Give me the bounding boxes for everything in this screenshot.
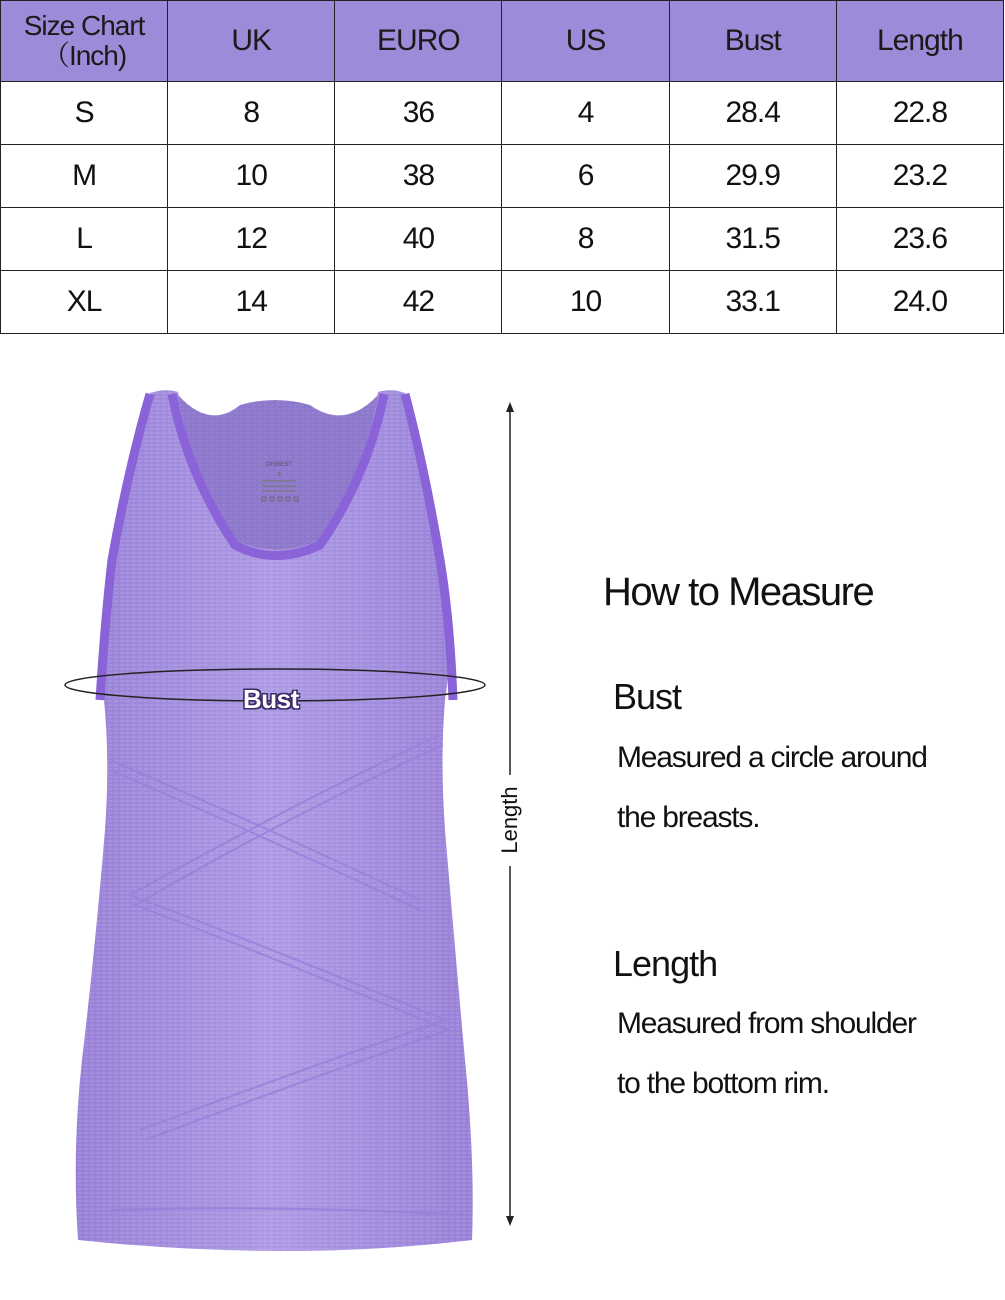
header-uk: UK: [168, 1, 335, 82]
bust-section-title: Bust: [613, 676, 682, 717]
cell-euro: 36: [335, 82, 502, 145]
cell-size: L: [1, 208, 168, 271]
bust-label: Bust: [243, 684, 299, 714]
cell-euro: 38: [335, 145, 502, 208]
cell-us: 10: [502, 271, 669, 334]
length-label: Length: [497, 786, 522, 854]
cell-size: S: [1, 82, 168, 145]
cell-bust: 28.4: [669, 82, 836, 145]
cell-bust: 33.1: [669, 271, 836, 334]
length-section-desc: [617, 994, 987, 1114]
cell-bust: 29.9: [669, 145, 836, 208]
how-to-measure-title: How to Measure: [603, 570, 874, 614]
header-size-chart-line1: Size Chart: [23, 10, 145, 41]
header-euro: EURO: [335, 1, 502, 82]
bust-desc-line1: Measured a circle around: [617, 741, 927, 774]
bust-desc-line2: the breasts.: [617, 801, 760, 834]
cell-length: 23.6: [836, 208, 1003, 271]
cell-length: 24.0: [836, 271, 1003, 334]
cell-uk: 8: [168, 82, 335, 145]
cell-us: 6: [502, 145, 669, 208]
tag-size: S: [277, 472, 281, 478]
cell-uk: 14: [168, 271, 335, 334]
cell-length: 23.2: [836, 145, 1003, 208]
cell-size: XL: [1, 271, 168, 334]
header-size-chart-line2: （Inch): [41, 40, 127, 71]
cell-euro: 40: [335, 208, 502, 271]
cell-bust: 31.5: [669, 208, 836, 271]
cell-uk: 12: [168, 208, 335, 271]
bust-section-desc: [617, 728, 987, 848]
cell-us: 8: [502, 208, 669, 271]
cell-euro: 42: [335, 271, 502, 334]
cell-uk: 10: [168, 145, 335, 208]
length-desc-line1: Measured from shoulder: [617, 1007, 916, 1040]
cell-size: M: [1, 145, 168, 208]
header-length: Length: [836, 1, 1003, 82]
length-desc-line2: to the bottom rim.: [617, 1067, 829, 1100]
cell-length: 22.8: [836, 82, 1003, 145]
tag-brand: DISBEST: [266, 462, 292, 468]
header-bust: Bust: [669, 1, 836, 82]
header-us: US: [502, 1, 669, 82]
length-section-title: Length: [613, 943, 718, 984]
cell-us: 4: [502, 82, 669, 145]
